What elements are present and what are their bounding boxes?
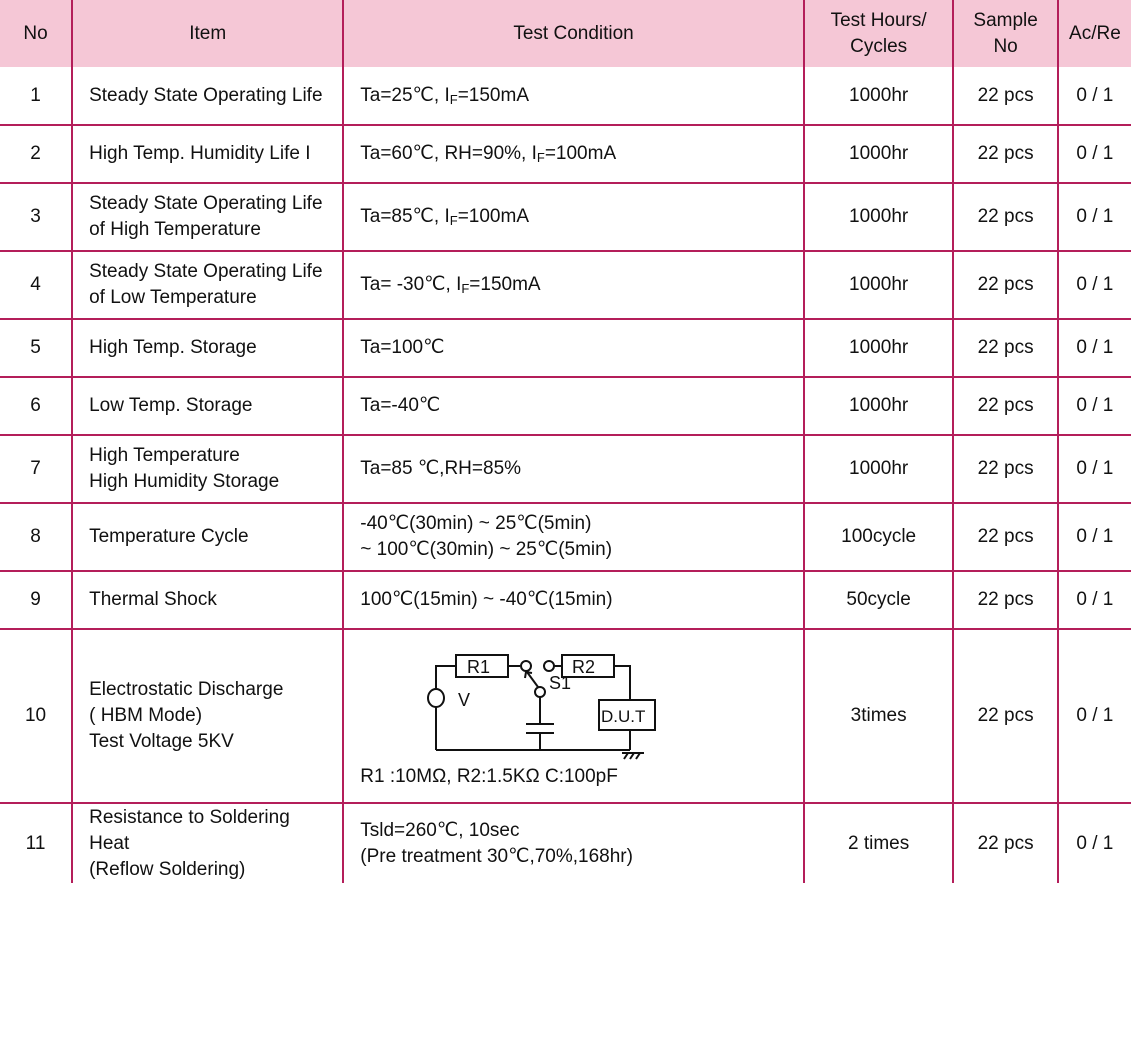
cell-condition (343, 571, 804, 629)
cell-no: 8 (0, 503, 72, 571)
cell-hours: 1000hr (804, 377, 954, 435)
cell-condition-circuit (343, 629, 804, 803)
cell-hours: 3times (804, 629, 954, 803)
table-row (0, 251, 1131, 319)
cell-condition (343, 251, 804, 319)
cell-sample: 22 pcs (953, 803, 1057, 883)
cell-item (72, 183, 343, 251)
item-line: Low Temp. Storage (89, 395, 253, 416)
label-s1: S1 (549, 673, 572, 693)
condition-text: =150mA (469, 274, 541, 295)
item-line: Steady State Operating Life (89, 261, 323, 282)
cell-sample: 22 pcs (953, 377, 1057, 435)
cell-acre: 0 / 1 (1058, 435, 1131, 503)
header-no: No (0, 0, 72, 67)
cell-no: 9 (0, 571, 72, 629)
cell-no: 7 (0, 435, 72, 503)
header-sample-no (953, 0, 1057, 67)
subscript-f: F (461, 281, 470, 296)
cell-acre: 0 / 1 (1058, 319, 1131, 377)
cell-no: 2 (0, 125, 72, 183)
cell-hours: 1000hr (804, 251, 954, 319)
cell-item (72, 629, 343, 803)
header-item: Item (72, 0, 343, 67)
subscript-f: F (536, 150, 545, 165)
cell-no: 1 (0, 67, 72, 125)
switch-arm (527, 672, 538, 687)
switch-contact-icon (521, 661, 531, 671)
header-test-hours (804, 0, 954, 67)
cell-hours: 2 times (804, 803, 954, 883)
condition-text: Ta=-40℃ (360, 395, 441, 416)
cell-hours: 1000hr (804, 435, 954, 503)
cell-sample: 22 pcs (953, 183, 1057, 251)
header-test-hours-line1: Test Hours/ (830, 9, 927, 31)
item-line: of High Temperature (89, 219, 261, 240)
item-line: Temperature Cycle (89, 526, 249, 547)
cell-acre: 0 / 1 (1058, 183, 1131, 251)
item-line: of Low Temperature (89, 287, 257, 308)
cell-sample: 22 pcs (953, 67, 1057, 125)
cell-hours: 1000hr (804, 319, 954, 377)
cell-item (72, 377, 343, 435)
subscript-f: F (449, 213, 458, 228)
cell-hours: 100cycle (804, 503, 954, 571)
cell-acre: 0 / 1 (1058, 571, 1131, 629)
label-dut: D.U.T (601, 707, 646, 726)
table-row (0, 571, 1131, 629)
table-row (0, 377, 1131, 435)
table-row (0, 435, 1131, 503)
item-line: ( HBM Mode) (89, 705, 203, 726)
label-r2: R2 (572, 657, 596, 677)
cell-acre: 0 / 1 (1058, 67, 1131, 125)
item-line: Steady State Operating Life (89, 193, 323, 214)
header-sample-line1: Sample (973, 9, 1038, 31)
voltage-source-icon (428, 689, 444, 707)
cell-no: 4 (0, 251, 72, 319)
condition-text: =100mA (544, 143, 617, 164)
cell-item (72, 319, 343, 377)
subscript-f: F (449, 91, 458, 107)
condition-line: Tsld=260℃, 10sec (360, 819, 520, 841)
cell-condition (343, 67, 804, 125)
circuit-values: R1 :10MΩ, R2:1.5KΩ C:100pF (360, 766, 618, 787)
cell-acre: 0 / 1 (1058, 629, 1131, 803)
switch-pivot-icon (535, 687, 545, 697)
header-ac-re: Ac/Re (1058, 0, 1131, 67)
condition-text: Ta=85℃, I (360, 206, 450, 227)
wire (614, 666, 630, 700)
cell-condition (343, 183, 804, 251)
table-row (0, 125, 1131, 183)
cell-hours: 1000hr (804, 125, 954, 183)
cell-item (72, 251, 343, 319)
table-row (0, 803, 1131, 883)
cell-item (72, 571, 343, 629)
cell-no: 6 (0, 377, 72, 435)
cell-hours: 1000hr (804, 183, 954, 251)
cell-condition (343, 377, 804, 435)
item-line: Test Voltage 5KV (89, 731, 234, 752)
cell-no: 5 (0, 319, 72, 377)
table-row (0, 183, 1131, 251)
condition-text: 100℃(15min) ~ -40℃(15min) (360, 589, 613, 610)
cell-item (72, 803, 343, 883)
cell-acre: 0 / 1 (1058, 125, 1131, 183)
item-line: Resistance to Soldering Heat (89, 806, 290, 854)
cell-no: 10 (0, 629, 72, 803)
condition-text: =100mA (457, 206, 529, 227)
cell-sample: 22 pcs (953, 629, 1057, 803)
header-test-hours-line2: Cycles (850, 35, 908, 57)
item-line: Electrostatic Discharge (89, 679, 284, 700)
cell-condition (343, 125, 804, 183)
table-row (0, 67, 1131, 125)
item-line: High Temperature (89, 445, 240, 466)
cell-sample: 22 pcs (953, 435, 1057, 503)
header-sample-line2: No (993, 35, 1018, 57)
cell-condition (343, 319, 804, 377)
condition-line: (Pre treatment 30℃,70%,168hr) (360, 845, 633, 867)
cell-sample: 22 pcs (953, 319, 1057, 377)
condition-text: Ta=25℃, I (360, 84, 450, 106)
label-v: V (458, 690, 471, 710)
cell-acre: 0 / 1 (1058, 503, 1131, 571)
condition-text: Ta=85 ℃,RH=85% (360, 458, 522, 479)
item-line: Steady State Operating Life (89, 84, 323, 106)
cell-item (72, 125, 343, 183)
cell-condition (343, 435, 804, 503)
cell-item (72, 435, 343, 503)
table-row (0, 503, 1131, 571)
item-line: High Temp. Storage (89, 337, 257, 358)
cell-hours: 1000hr (804, 67, 954, 125)
cell-acre: 0 / 1 (1058, 803, 1131, 883)
condition-text: Ta=60℃, RH=90%, I (360, 143, 537, 164)
cell-condition (343, 803, 804, 883)
condition-text: Ta=100℃ (360, 337, 445, 358)
cell-condition (343, 503, 804, 571)
table-row (0, 629, 1131, 803)
label-r1: R1 (467, 657, 491, 677)
item-line: (Reflow Soldering) (89, 858, 246, 880)
cell-sample: 22 pcs (953, 251, 1057, 319)
item-line: High Humidity Storage (89, 471, 280, 492)
cell-sample: 22 pcs (953, 571, 1057, 629)
condition-text: Ta= -30℃, I (360, 274, 462, 295)
cell-hours: 50cycle (804, 571, 954, 629)
condition-text: =150mA (457, 84, 529, 106)
cell-no: 11 (0, 803, 72, 883)
header-test-condition: Test Condition (343, 0, 804, 67)
switch-contact-icon (544, 661, 554, 671)
cell-no: 3 (0, 183, 72, 251)
cell-item (72, 503, 343, 571)
condition-line: ~ 100℃(30min) ~ 25℃(5min) (360, 539, 613, 560)
header-row (0, 0, 1131, 67)
condition-line: -40℃(30min) ~ 25℃(5min) (360, 513, 592, 534)
table-row (0, 319, 1131, 377)
item-line: Thermal Shock (89, 589, 217, 610)
cell-sample: 22 pcs (953, 125, 1057, 183)
cell-sample: 22 pcs (953, 503, 1057, 571)
cell-item (72, 67, 343, 125)
cell-acre: 0 / 1 (1058, 251, 1131, 319)
cell-acre: 0 / 1 (1058, 377, 1131, 435)
item-line: High Temp. Humidity Life I (89, 143, 311, 164)
esd-circuit-diagram (360, 642, 660, 764)
